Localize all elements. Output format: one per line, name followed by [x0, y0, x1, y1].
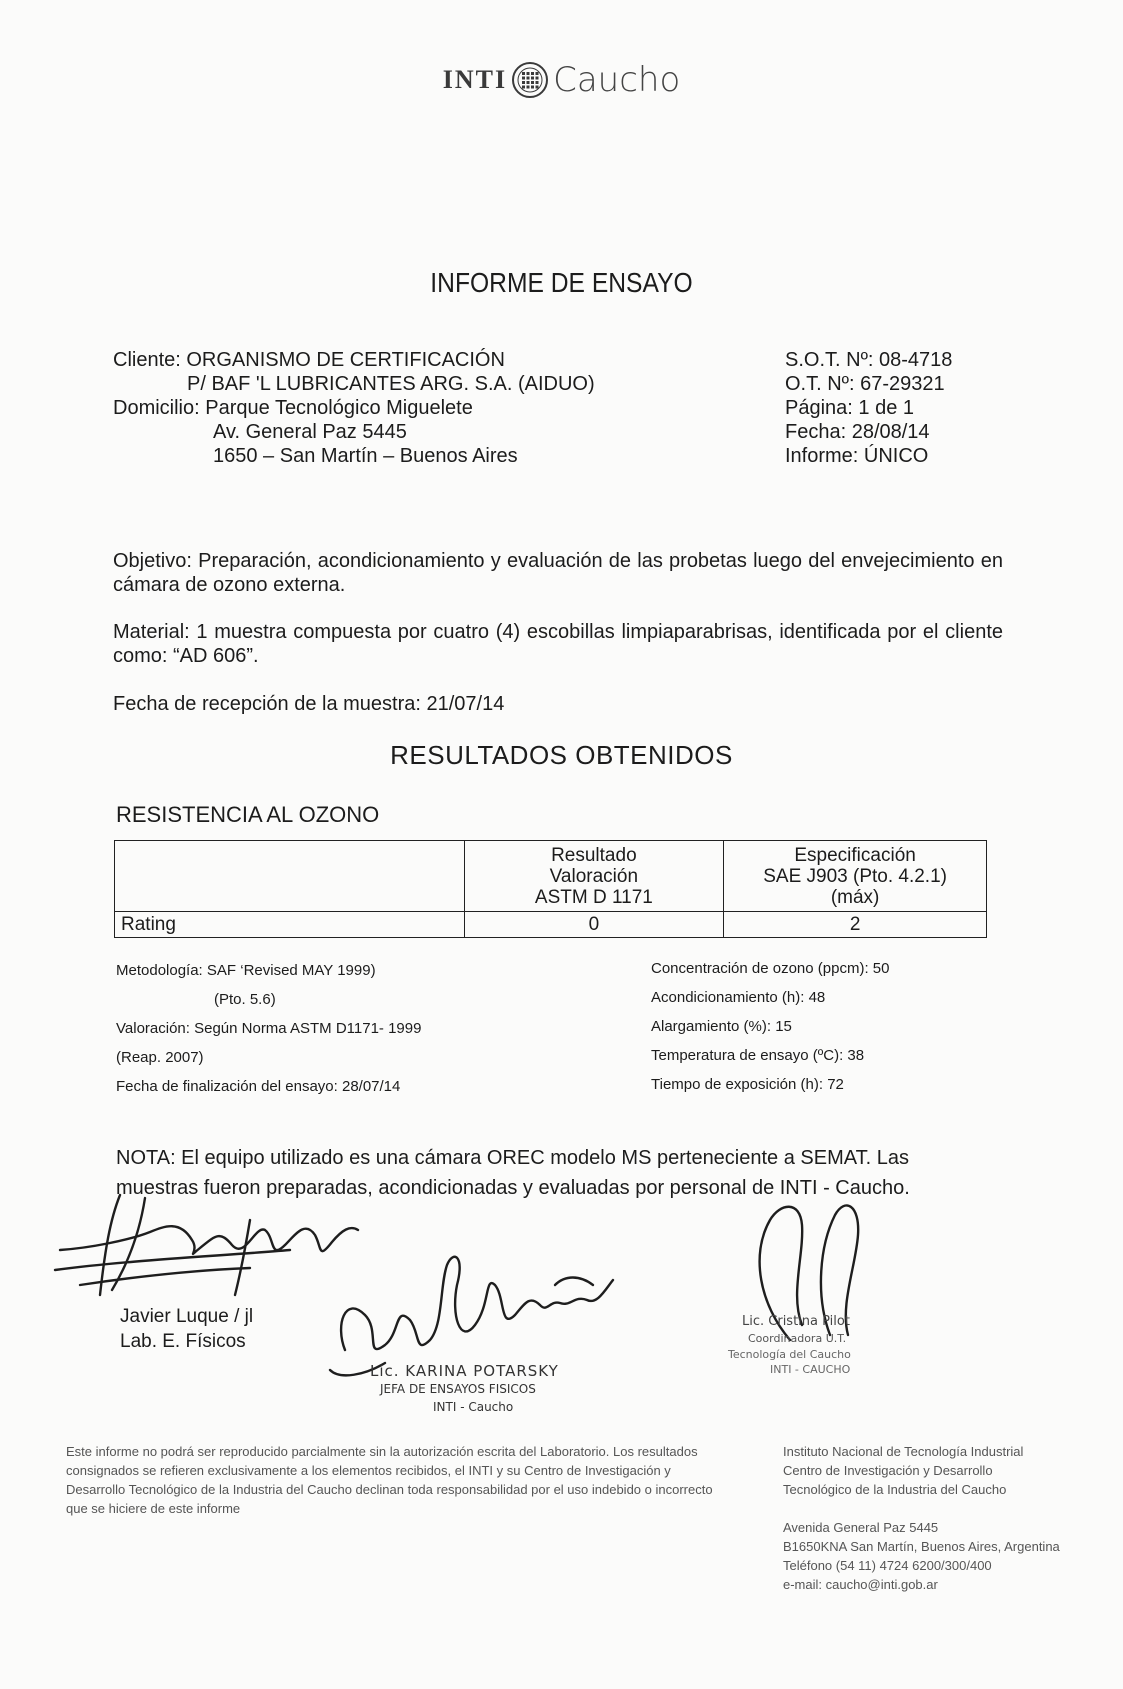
- address-line3: 1650 – San Martín – Buenos Aires: [213, 445, 518, 467]
- material-paragraph: Material: 1 muestra compuesta por cuatro (4) escobillas limpiaparabrisas, identificada por el cliente como: “AD 606”.: [113, 621, 1003, 667]
- elongation: Alargamiento (%): 15: [651, 1018, 792, 1035]
- logo-division: Caucho: [553, 60, 681, 100]
- table-row-label: Rating: [115, 912, 465, 938]
- reap-line: (Reap. 2007): [116, 1049, 204, 1066]
- table-row: [115, 912, 987, 938]
- address-line1: Parque Tecnológico Miguelete: [205, 397, 473, 419]
- ot-number: O.T. Nº: 67-29321: [785, 373, 945, 395]
- valoracion-line: Valoración: Según Norma ASTM D1171- 1999: [116, 1020, 422, 1037]
- stamp3-line4: INTI - CAUCHO: [770, 1363, 851, 1376]
- signatory1-name: Javier Luque / jl: [120, 1306, 254, 1327]
- table-header-result: Resultado Valoración ASTM D 1171: [464, 841, 724, 912]
- footer-inst-line3: Tecnológico de la Industria del Caucho: [783, 1482, 1007, 1497]
- logo-brand: INTI: [442, 65, 508, 94]
- objective-paragraph: Objetivo: Preparación, acondicionamiento y evaluación de las probetas luego del envejecimiento en cámara de ozono externa.: [113, 550, 1003, 596]
- stamp3-line3: Tecnología del Caucho: [728, 1348, 851, 1361]
- address-label: Domicilio:: [113, 397, 200, 419]
- footer-inst-line2: Centro de Investigación y Desarrollo: [783, 1463, 993, 1478]
- stamp3-line2: Coordinadora U.T.: [748, 1332, 847, 1345]
- footer-disclaimer: Este informe no podrá ser reproducido parcialmente sin la autorización escrita del Laboratorio. Los resultados consignados se refieren exclusivamente a los elementos recibidos, el INTI y su Centro de Investigación y Desarrollo Tecnológico de la Industria del Caucho declinan toda responsabilidad por el uso indebido o incorrecto que se hiciere de este informe: [66, 1444, 713, 1516]
- footer-addr-line1: Avenida General Paz 5445: [783, 1520, 939, 1535]
- stamp2-line1: Lic. KARINA POTARSKY: [370, 1362, 559, 1380]
- end-date-line: Fecha de finalización del ensayo: 28/07/14: [116, 1078, 401, 1095]
- footer-inst-line1: Instituto Nacional de Tecnología Industrial: [783, 1444, 1024, 1459]
- table-spec-value: 2: [724, 912, 987, 938]
- stamp2-line3: INTI - Caucho: [433, 1400, 514, 1414]
- address-line2: Av. General Paz 5445: [213, 421, 407, 443]
- note-paragraph: NOTA: El equipo utilizado es una cámara OREC modelo MS perteneciente a SEMAT. Las muestras fueron preparadas, acondicionadas y evaluadas por personal de INTI - Caucho.: [116, 1147, 910, 1199]
- table-result-value: 0: [464, 912, 724, 938]
- methodology-block: [116, 956, 421, 1101]
- client-block: [113, 348, 595, 468]
- sot-number: S.O.T. Nº: 08-4718: [785, 349, 953, 371]
- ozone-results-table: [114, 840, 987, 938]
- client-name-line2: P/ BAF 'L LUBRICANTES ARG. S.A. (AIDUO): [187, 373, 595, 395]
- stamp2-line2: JEFA DE ENSAYOS FISICOS: [380, 1382, 536, 1396]
- footer-addr-line2: B1650KNA San Martín, Buenos Aires, Argentina: [783, 1539, 1060, 1554]
- conditioning-hours: Acondicionamiento (h): 48: [651, 989, 826, 1006]
- reception-date: Fecha de recepción de la muestra: 21/07/14: [113, 693, 505, 715]
- test-temperature: Temperatura de ensayo (ºC): 38: [651, 1047, 865, 1064]
- results-title: RESULTADOS OBTENIDOS: [390, 740, 733, 770]
- exposure-time: Tiempo de exposición (h): 72: [651, 1076, 844, 1093]
- reference-block: [785, 348, 952, 468]
- section-title: RESISTENCIA AL OZONO: [116, 802, 380, 827]
- table-header-row: [115, 841, 987, 912]
- signatory1-role: Lab. E. Físicos: [120, 1331, 246, 1352]
- methodology-line: Metodología: SAF ‘Revised MAY 1999): [116, 962, 376, 979]
- methodology-point: (Pto. 5.6): [214, 991, 276, 1008]
- page-number: Página: 1 de 1: [785, 397, 914, 419]
- inti-caucho-logo: [0, 60, 1123, 110]
- ozone-concentration: Concentración de ozono (ppcm): 50: [651, 960, 890, 977]
- footer-email: e-mail: caucho@inti.gob.ar: [783, 1577, 938, 1592]
- client-name: ORGANISMO DE CERTIFICACIÓN: [186, 349, 505, 371]
- table-header-spec: Especificación SAE J903 (Pto. 4.2.1) (máx): [724, 841, 987, 912]
- stamp3-line1: Lic. Cristina Pilot: [742, 1314, 850, 1329]
- client-label: Cliente:: [113, 349, 181, 371]
- document-title: INFORME DE ENSAYO: [430, 267, 693, 298]
- table-empty-corner: [115, 841, 465, 912]
- report-type: Informe: ÚNICO: [785, 445, 929, 467]
- report-date: Fecha: 28/08/14: [785, 421, 930, 443]
- footer-phone: Teléfono (54 11) 4724 6200/300/400: [783, 1558, 992, 1573]
- inti-emblem-icon: [511, 61, 549, 99]
- footer-institution: [783, 1442, 1060, 1594]
- conditions-block: [651, 954, 889, 1099]
